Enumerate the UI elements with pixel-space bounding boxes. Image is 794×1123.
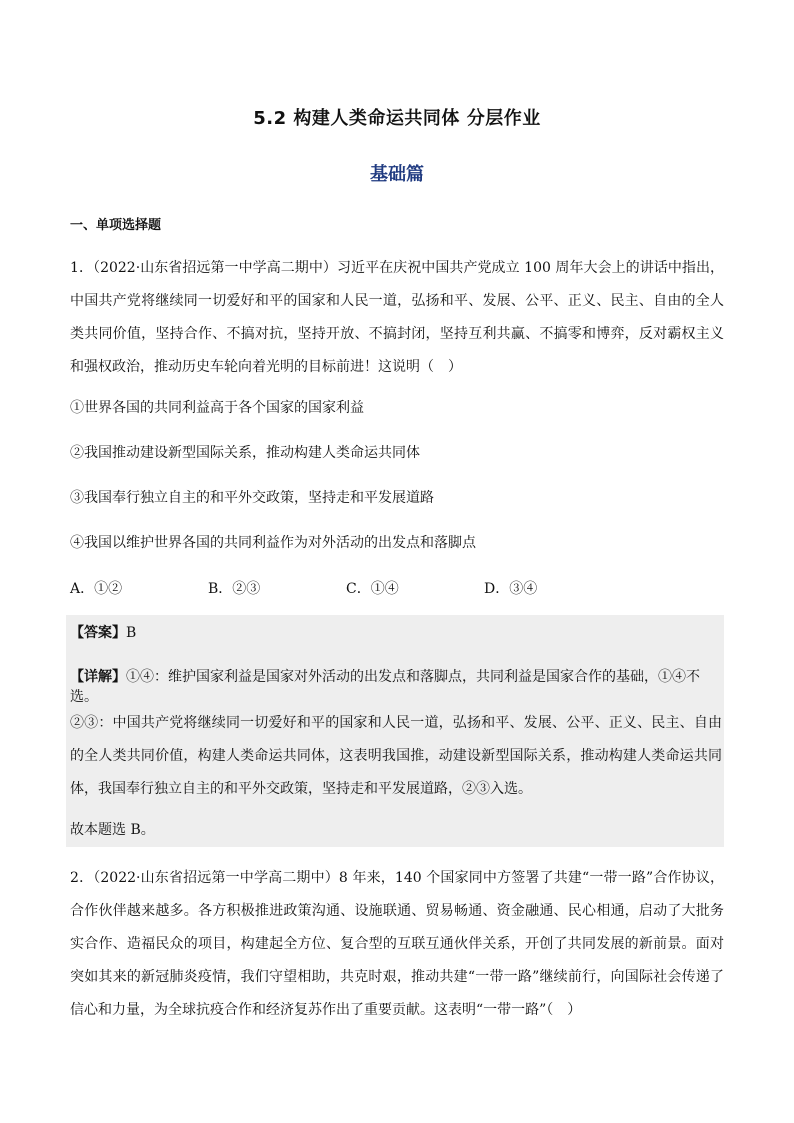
answer-label: 【答案】: [70, 625, 126, 641]
question-1-option-3: ③我国奉行独立自主的和平外交政策，坚持走和平发展道路: [70, 490, 434, 506]
choice-a: A．①②: [70, 581, 123, 597]
detail-line-1: [70, 667, 722, 707]
document-title: 5.2 构建人类命运共同体 分层作业: [253, 108, 541, 129]
detail-label: 【详解】: [70, 669, 126, 685]
conclusion-line: 故本题选 B。: [70, 822, 155, 838]
question-1-option-2: ②我国推动建设新型国际关系，推动构建人类命运共同体: [70, 445, 420, 461]
question-1-stem: 1．（2022·山东省招远第一中学高二期中）习近平在庆祝中国共产党成立 100 周年大会上的讲话中指出，中国共产党将继续同一切爱好和平的国家和人民一道，弘扬和平、发展、公平、正义、民主、自由的全人类共同价值，坚持合作、不搞对抗，坚持开放、不搞封闭，坚持互利共赢、不搞零和博弈，反对霸权主义和强权政治，推动历史车轮向着光明的目标前进！这说明（ ）: [70, 260, 724, 375]
detail-paragraph-2: ②③：中国共产党将继续同一切爱好和平的国家和人民一道，弘扬和平、发展、公平、正义、民主、自由的全人类共同价值，构建人类命运共同体，这表明我国推，动建设新型国际关系，推动构建人类命运共同体，我国奉行独立自主的和平外交政策，坚持走和平发展道路，②③入选。: [70, 715, 722, 797]
detail-text-1: ①④：维护国家利益是国家对外活动的出发点和落脚点，共同利益是国家合作的基础，①④不选。: [70, 669, 700, 705]
document-subtitle: 基础篇: [370, 164, 424, 185]
question-1-option-1: ①世界各国的共同利益高于各个国家的国家利益: [70, 400, 364, 416]
answer-panel: [66, 615, 724, 847]
answer-line: [70, 623, 722, 643]
question-1-choices: [70, 578, 724, 598]
answer-value: B: [126, 625, 137, 641]
choice-d: D．③④: [484, 581, 538, 597]
question-2-stem: 2．（2022·山东省招远第一中学高二期中）8 年来，140 个国家同中方签署了共建“一带一路”合作协议，合作伙伴越来越多。各方积极推进政策沟通、设施联通、贸易畅通、资金融通、民心相通，启动了大批务实合作、造福民众的项目，构建起全方位、复合型的互联互通伙伴关系，开创了共同发展的新前景。面对突如其来的新冠肺炎疫情，我们守望相助，共克时艰，推动共建“一带一路”继续前行，向国际社会传递了信心和力量，为全球抗疫合作和经济复苏作出了重要贡献。这表明“一带一路”（ ）: [70, 870, 724, 1018]
question-1-option-4: ④我国以维护世界各国的共同利益作为对外活动的出发点和落脚点: [70, 535, 476, 551]
choice-b: B．②③: [208, 581, 261, 597]
section-heading: 一、单项选择题: [70, 218, 162, 233]
choice-c: C．①④: [346, 581, 399, 597]
